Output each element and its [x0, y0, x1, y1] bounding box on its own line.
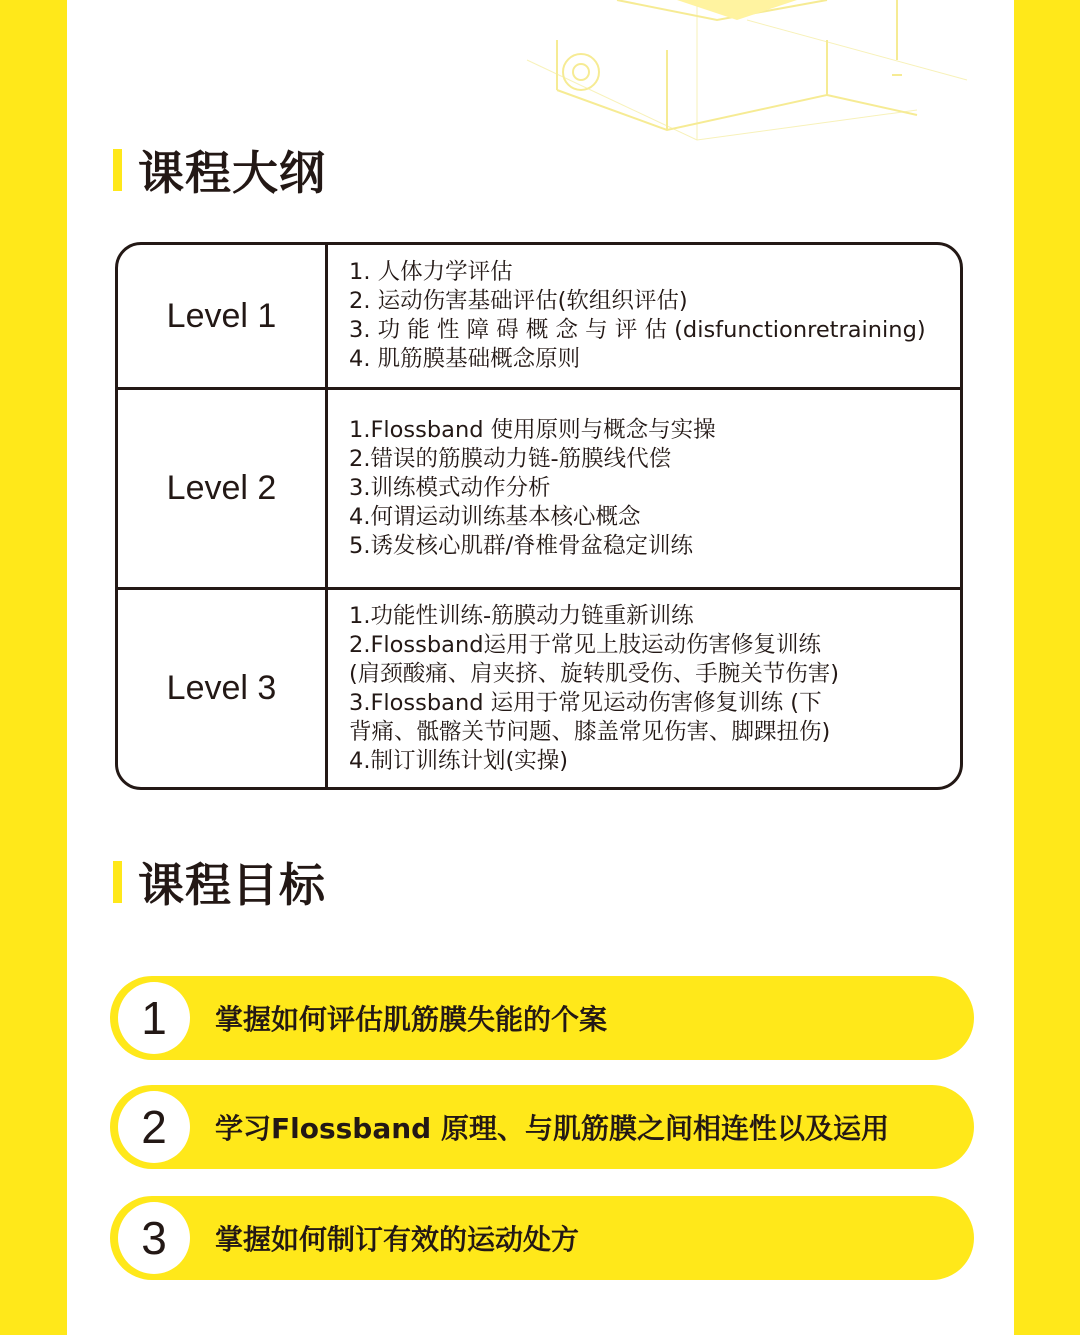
level-label: Level 1 [166, 296, 277, 335]
list-item: 3.训练模式动作分析 [349, 475, 551, 501]
table-row-level-2 [118, 390, 960, 587]
outline-table [115, 242, 963, 790]
goal-text: 学习Flossband 原理、与肌筋膜之间相连性以及运用 [215, 1112, 889, 1145]
goal-text: 掌握如何制订有效的运动处方 [215, 1223, 580, 1256]
list-item: 1.功能性训练-筋膜动力链重新训练 [349, 602, 694, 629]
list-item: 5.诱发核心肌群/脊椎骨盆稳定训练 [349, 533, 694, 559]
list-item: 4.制订训练计划(实操) [349, 747, 569, 774]
list-item: 4.何谓运动训练基本核心概念 [349, 504, 641, 530]
goal-item-1 [110, 976, 974, 1060]
list-item: 3.Flossband 运用于常见运动伤害修复训练 (下 [349, 689, 822, 716]
list-item: 1.Flossband 使用原则与概念与实操 [349, 417, 716, 443]
goal-item-3 [110, 1196, 974, 1280]
list-item: 4. 肌筋膜基础概念原则 [349, 346, 581, 372]
list-item: 2.Flossband运用于常见上肢运动伤害修复训练 [349, 631, 821, 658]
level-label: Level 2 [166, 469, 277, 507]
goal-number-badge: 2 [118, 1091, 190, 1163]
level-items [325, 390, 960, 587]
outline-title: 课程大纲 [138, 146, 326, 200]
goal-number-badge: 3 [118, 1202, 190, 1274]
goal-text: 掌握如何评估肌筋膜失能的个案 [215, 1003, 608, 1036]
level-items [325, 245, 960, 387]
table-row-level-1 [118, 245, 960, 387]
table-row-level-3 [118, 590, 960, 787]
list-item: 2.错误的筋膜动力链-筋膜线代偿 [349, 446, 672, 472]
level-label: Level 3 [166, 669, 277, 707]
list-item: 2. 运动伤害基础评估(软组织评估) [349, 288, 688, 314]
list-item: 背痛、骶髂关节问题、膝盖常见伤害、脚踝扭伤) [349, 718, 831, 745]
goals-heading [113, 852, 326, 912]
goals-title: 课程目标 [138, 858, 326, 912]
outline-heading [113, 140, 326, 200]
heading-accent-bar [113, 861, 122, 903]
content-panel [67, 0, 1014, 1335]
goal-item-2 [110, 1085, 974, 1169]
level-items [325, 590, 960, 787]
heading-accent-bar [113, 149, 122, 191]
decorative-graphic [497, 0, 1057, 170]
list-item: 1. 人体力学评估 [349, 259, 513, 285]
list-item: (肩颈酸痛、肩夹挤、旋转肌受伤、手腕关节伤害) [349, 660, 840, 687]
list-item: 3. 功 能 性 障 碍 概 念 与 评 估 (disfunctionretraining) [349, 317, 926, 343]
goal-number-badge: 1 [118, 982, 190, 1054]
